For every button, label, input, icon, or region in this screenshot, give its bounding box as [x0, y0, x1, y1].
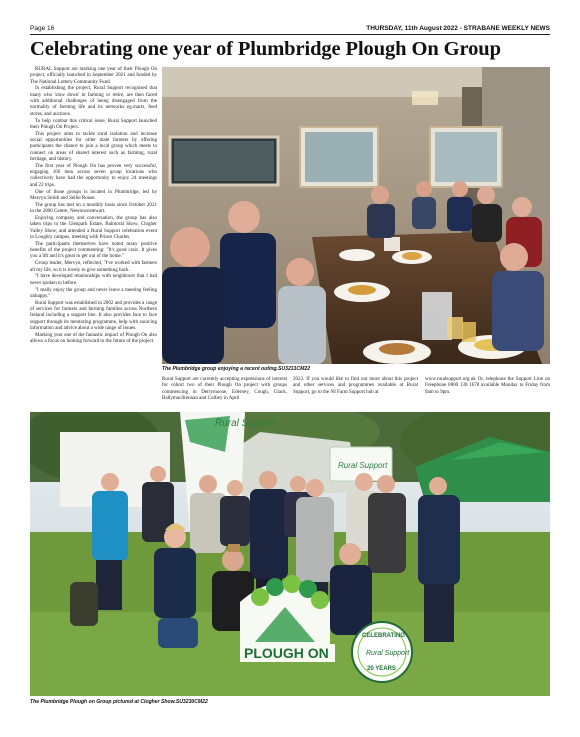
badge-years-text: 20 YEARS — [367, 666, 396, 672]
article-paragraph: One of those groups is located in Plumbridge, led by Mervyn Smith and Sellie Rouse. — [30, 188, 157, 201]
article-body-column — [30, 66, 157, 345]
plough-on-logo-text: PLOUGH ON — [244, 645, 329, 661]
issue-date-line: THURSDAY, 11th August 2022 - STRABANE WEEKLY NEWS — [366, 25, 550, 32]
header-rule — [30, 34, 550, 35]
article-paragraph: Group leader, Mervyn, reflected, "I've worked with farmers all my life, so it is lovely to give something back. — [30, 260, 157, 273]
badge-celebrating-text: CELEBRATING — [362, 633, 405, 639]
article-paragraph: To help combat this critical issue, Rural Support launched their Plough On Project. — [30, 117, 157, 130]
article-paragraph: "I have developed relationships with neighbours that I had never spoken to before. — [30, 273, 157, 286]
article-paragraph: The first year of Plough On has proven very successful, engaging 166 men across seven group locations who collectively have had the opportunity to enjoy 24 meetings and 22 trips. — [30, 162, 157, 188]
continuation-column-3: www.ruralsupport.org.uk Or, telephone the Support Line on Freephone 0800 138 1678 available Monday to Friday from 9am to 9pm. — [425, 376, 550, 395]
page-number: Page 16 — [30, 25, 55, 32]
article-paragraph: This project aims to tackle rural isolation and increase social opportunities for older male farmers by offering participants the chance to join a local group which meets to connect on areas of shared interest such as farming, rural heritage, and history. — [30, 130, 157, 162]
banner-brand-text: Rural Support — [215, 418, 277, 429]
bottom-photo-caption: The Plumbridge Plough on Group pictured at Clogher Show.SU3230CM22 — [30, 699, 208, 705]
article-paragraph: RURAL Support are marking one year of their Plough On project, officially launched in September 2021 and funded by The National Lottery Community Fund. — [30, 66, 157, 85]
article-paragraph: In establishing the project, Rural Support recognised that many who 'slow down' in farming or retire, are then faced with additional challenges of being disengaged from the normality of farming life and its networks eg.marts, feed stores, and auctions. — [30, 85, 157, 117]
continuation-column-1: Rural Support are currently accepting expressions of interest for cohort two of their Plough On project with groups commencing in Derrymoose, Ederney, Cough, Glack, Ballymacilrennan and Corbey in April — [162, 376, 287, 401]
article-paragraph: Enjoying company and conversation, the group has also taken trips to the Glenpark Estate, Balmoral Show, Clogher Valley Show, and attended a Rural Support celebration event in Loughry campus, meeting with Prince Charles. — [30, 214, 157, 240]
restaurant-group-photo — [162, 67, 550, 364]
banner-brand-text-2: Rural Support — [338, 461, 388, 470]
article-headline: Celebrating one year of Plumbridge Plough On Group — [30, 38, 501, 60]
article-paragraph: "I really enjoy the group and never leave a meeting feeling unhappy." — [30, 286, 157, 299]
continuation-column-2: 2023. If you would like to find out more about this project and other services and programmes available at Rural Support, go to the NI Farm Support hub at — [293, 376, 418, 395]
article-paragraph: Marking year one of the fantastic impact of Plough On also allows a focus on looking forward to the future of the project. — [30, 331, 157, 345]
top-photo-caption: The Plumbridge group enjoying a recent outing.SU3231CM22 — [162, 366, 311, 372]
show-group-photo — [30, 412, 550, 696]
article-paragraph: The participants themselves have noted many positive benefits of the project commenting: "It's good craic. It gives you a lift and it's great to get out of the home." — [30, 240, 157, 260]
page-header — [30, 25, 550, 37]
article-paragraph: The group has met on a monthly basis since October 2021 in the 2000 Centre, Newtownstewart. — [30, 201, 157, 215]
article-paragraph: Rural Support was established in 2002 and provides a range of services for farmers and farming families across Northern Ireland including a support line. It also provides face to face support through its mentoring programme, help with sourcing information and advice about a wide range of issues. — [30, 299, 157, 331]
badge-brand-text: Rural Support — [366, 650, 410, 657]
